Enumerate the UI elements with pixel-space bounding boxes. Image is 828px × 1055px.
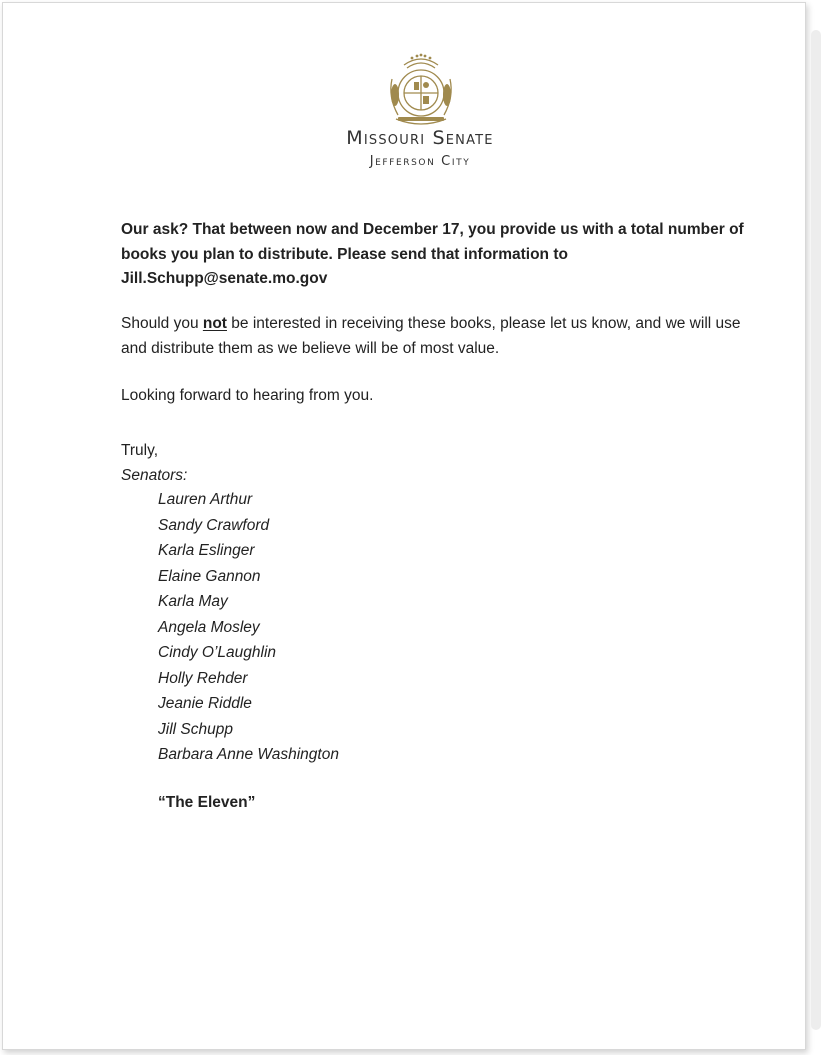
- senate-city: Jefferson City: [369, 154, 471, 169]
- opt-out-emphasis: not: [202, 315, 227, 332]
- complimentary-close: Truly,: [121, 442, 159, 459]
- senators-label: Senators:: [121, 467, 188, 484]
- opt-out-paragraph: [121, 312, 761, 361]
- letter-page: [2, 2, 806, 1050]
- senator-name: Jill Schupp: [158, 720, 233, 738]
- senator-name: Sandy Crawford: [158, 516, 270, 534]
- senator-name: Cindy O’Laughlin: [158, 644, 277, 661]
- senator-name: Barbara Anne Washington: [158, 746, 339, 763]
- opt-out-text-before: Should you: [121, 315, 203, 332]
- closing-paragraph: Looking forward to hearing from you.: [121, 387, 374, 404]
- senate-name: Missouri Senate: [346, 127, 494, 149]
- scrollbar[interactable]: [811, 30, 821, 1030]
- senator-name: Elaine Gannon: [158, 567, 261, 585]
- state-seal-icon: [384, 49, 458, 131]
- senator-list: [158, 487, 339, 768]
- request-paragraph: Our ask? That between now and December 17, you provide us with a total number of books you plan to distribute. Please send that information to Jill.Schupp@senate.mo.gov: [121, 221, 744, 287]
- senator-name: Lauren Arthur: [158, 491, 253, 508]
- senator-name: Karla May: [158, 593, 228, 610]
- opt-out-text-after: be interested in receiving these books, please let us know, and we will use and distribute them as we believe will be of most value.: [121, 315, 741, 357]
- senator-name: Holly Rehder: [158, 669, 248, 687]
- senator-name: Angela Mosley: [158, 618, 260, 636]
- group-name: “The Eleven”: [158, 794, 256, 811]
- senator-name: Jeanie Riddle: [158, 695, 252, 712]
- senator-name: Karla Eslinger: [158, 542, 255, 559]
